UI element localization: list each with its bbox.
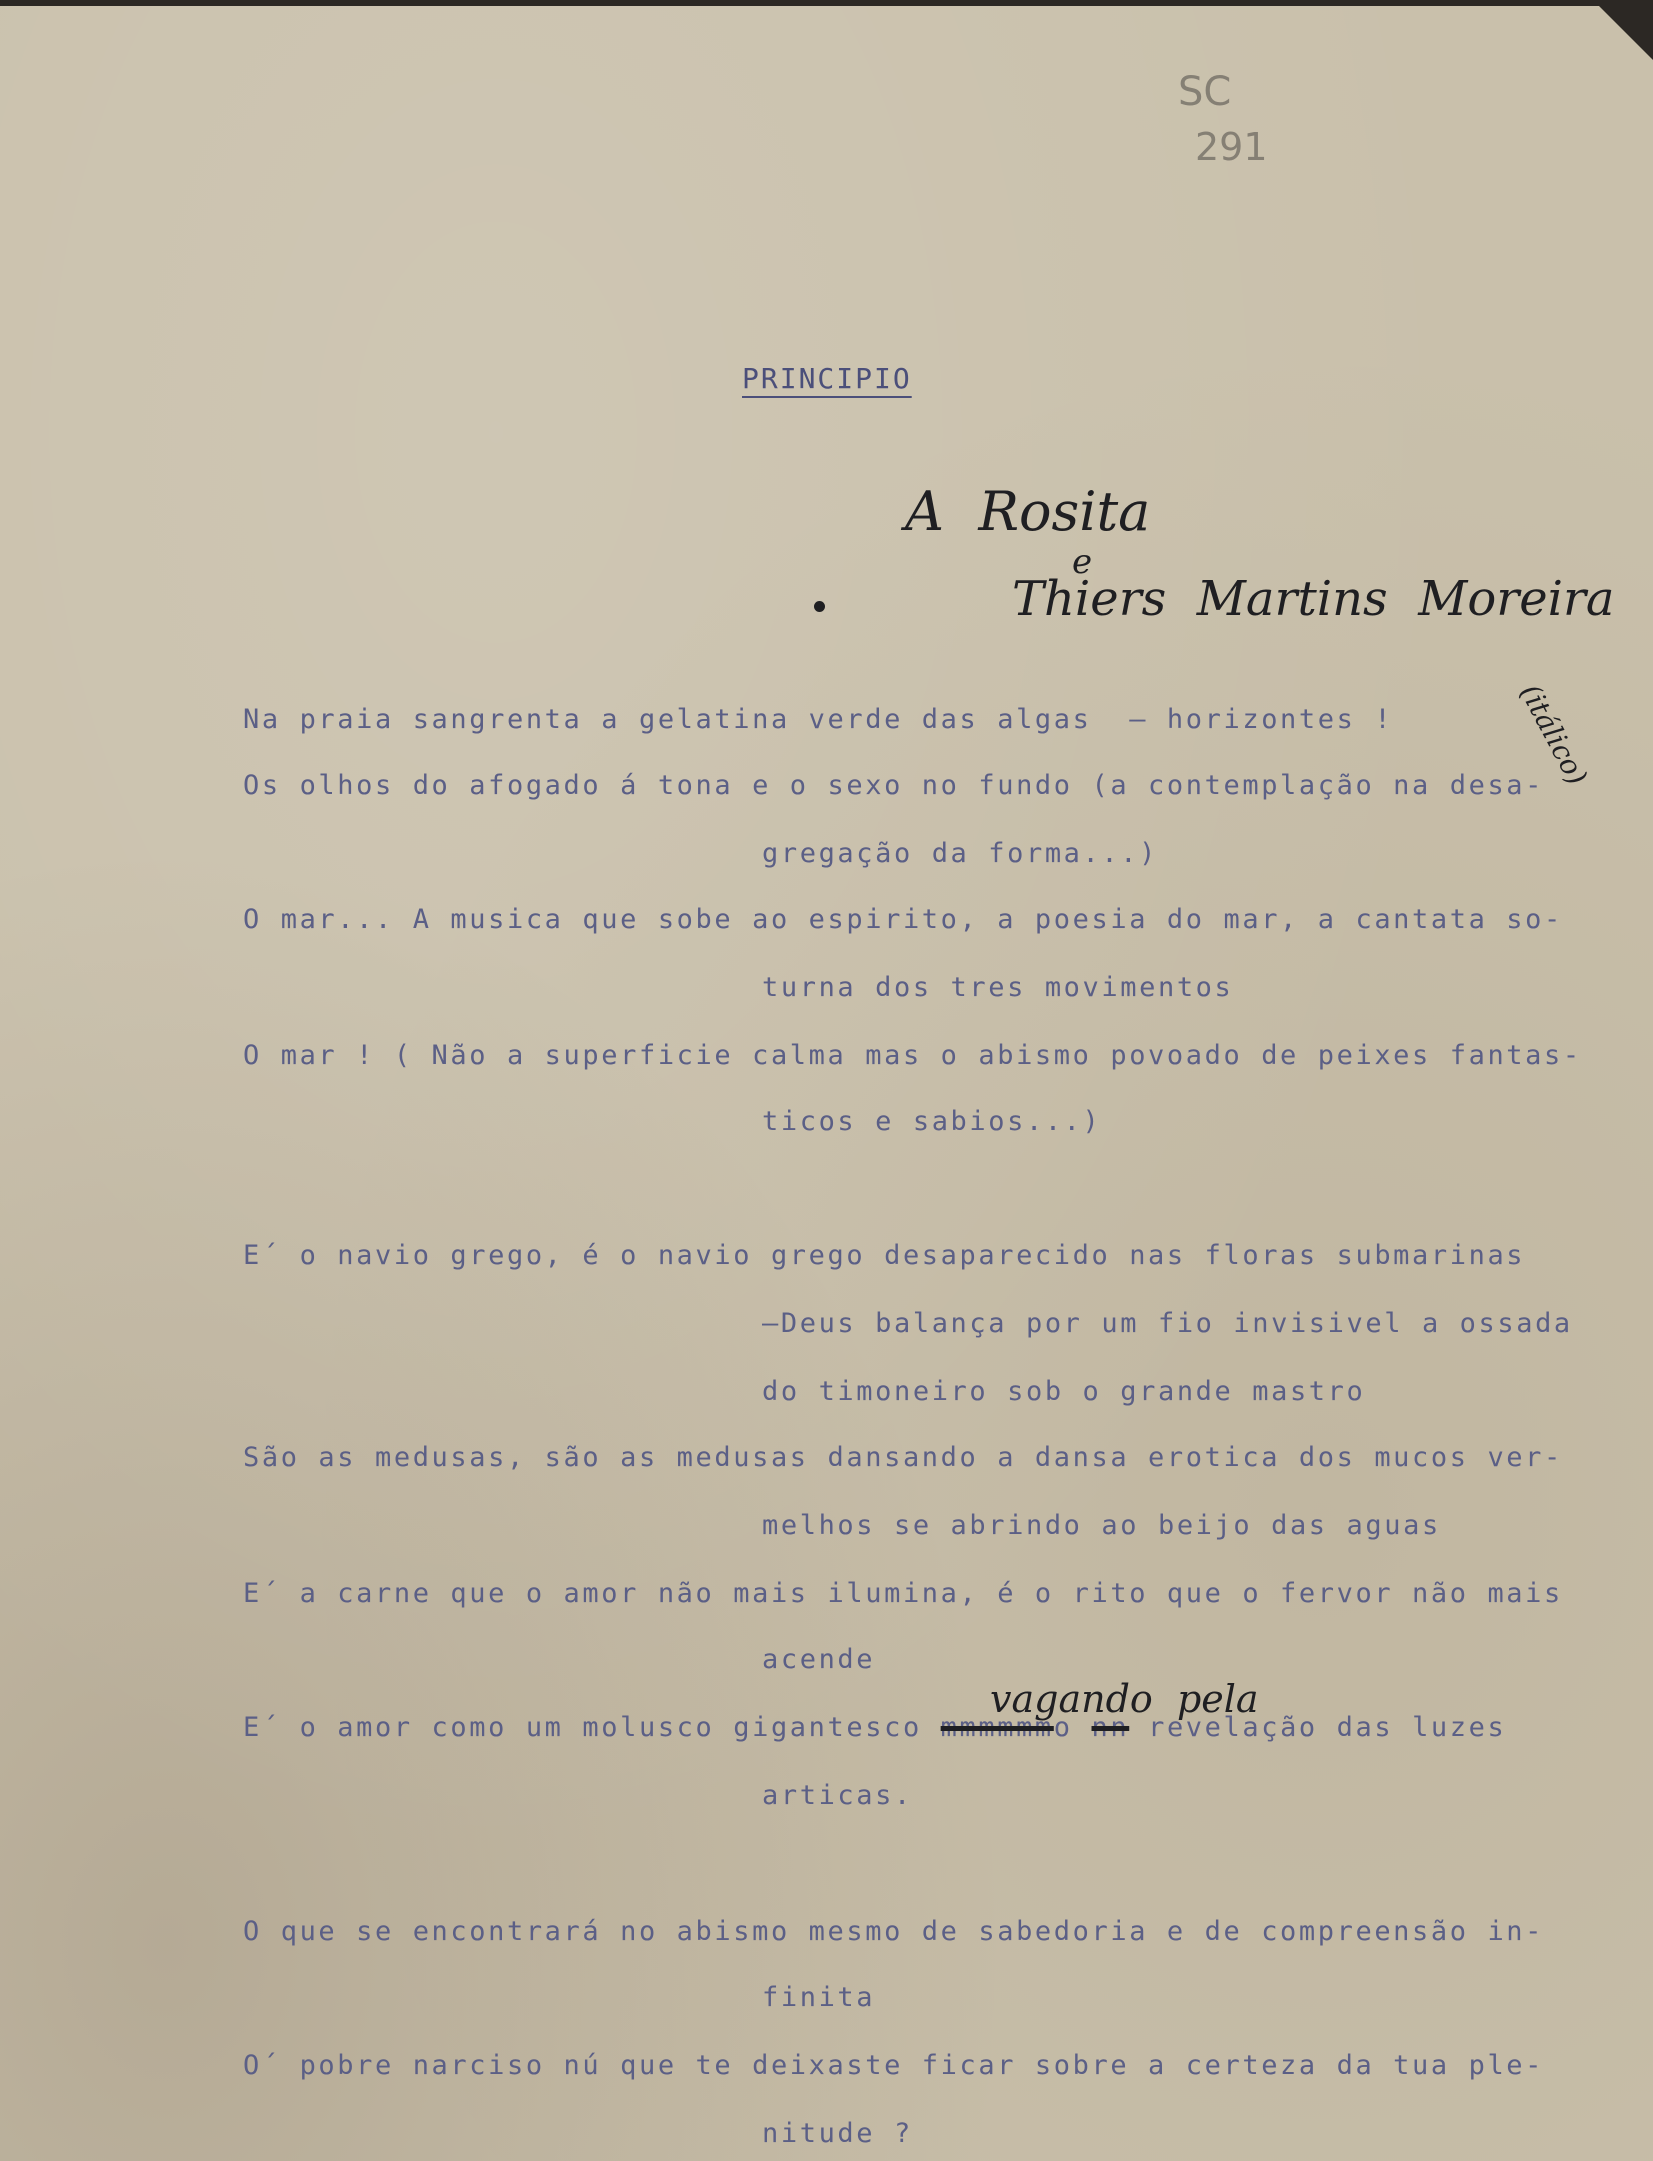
page-title: PRINCIPIO [742, 362, 912, 395]
folded-corner [1593, 0, 1653, 60]
poem-line-18: finita [762, 1982, 876, 2013]
poem-line-14: acende [762, 1644, 876, 1675]
poem-line-3: gregação da forma...) [762, 838, 1158, 869]
poem-line-1: Na praia sangrenta a gelatina verde das algas — horizontes ! [243, 704, 1394, 735]
poem-line-10: do timoneiro sob o grande mastro [762, 1376, 1366, 1407]
poem-line-15-part-2: o [1053, 1712, 1092, 1743]
poem-line-17: O que se encontrará no abismo mesmo de sabedoria e de compreensão in- [243, 1916, 1545, 1947]
scan-edge [0, 0, 1653, 6]
struck-text-2: nn [1091, 1712, 1130, 1743]
poem-line-16: articas. [762, 1780, 913, 1811]
poem-line-15-part-3: revelação das luzes [1129, 1712, 1507, 1743]
archive-mark-bottom: 291 [1195, 125, 1268, 169]
poem-line-12: melhos se abrindo ao beijo das aguas [762, 1510, 1441, 1541]
poem-line-15-part-1: E´ o amor como um molusco gigantesco [243, 1712, 941, 1743]
poem-line-9: —Deus balança por um fio invisivel a ossada [762, 1308, 1573, 1339]
poem-line-4: O mar... A musica que sobe ao espirito, a poesia do mar, a cantata so- [243, 904, 1563, 935]
dedication-line-3: Thiers Martins Moreira [1012, 571, 1615, 627]
margin-note-italic: (itálico) [1513, 678, 1594, 791]
poem-line-11: São as medusas, são as medusas dansando a dansa erotica dos mucos ver- [243, 1442, 1563, 1473]
dedication-line-2: e [1072, 542, 1093, 582]
poem-line-13: E´ a carne que o amor não mais ilumina, é o rito que o fervor não mais [243, 1578, 1563, 1609]
poem-line-7: ticos e sabios...) [762, 1106, 1102, 1137]
handwritten-insertion: vagando pela [990, 1677, 1259, 1721]
poem-line-20: nitude ? [762, 2118, 913, 2149]
dedication-line-1: A Rosita [905, 480, 1151, 543]
poem-line-6: O mar ! ( Não a superficie calma mas o abismo povoado de peixes fantas- [243, 1040, 1582, 1071]
ink-dot [814, 601, 825, 612]
poem-line-5: turna dos tres movimentos [762, 972, 1234, 1003]
poem-line-15 [243, 1714, 1506, 1741]
archive-mark-top: SC [1178, 69, 1232, 115]
poem-line-2: Os olhos do afogado á tona e o sexo no fundo (a contemplação na desa- [243, 770, 1545, 801]
poem-line-19: O´ pobre narciso nú que te deixaste ficar sobre a certeza da tua ple- [243, 2050, 1545, 2081]
poem-line-8: E´ o navio grego, é o navio grego desaparecido nas floras submarinas [243, 1240, 1526, 1271]
struck-text-1: mmmmmm [940, 1712, 1054, 1743]
